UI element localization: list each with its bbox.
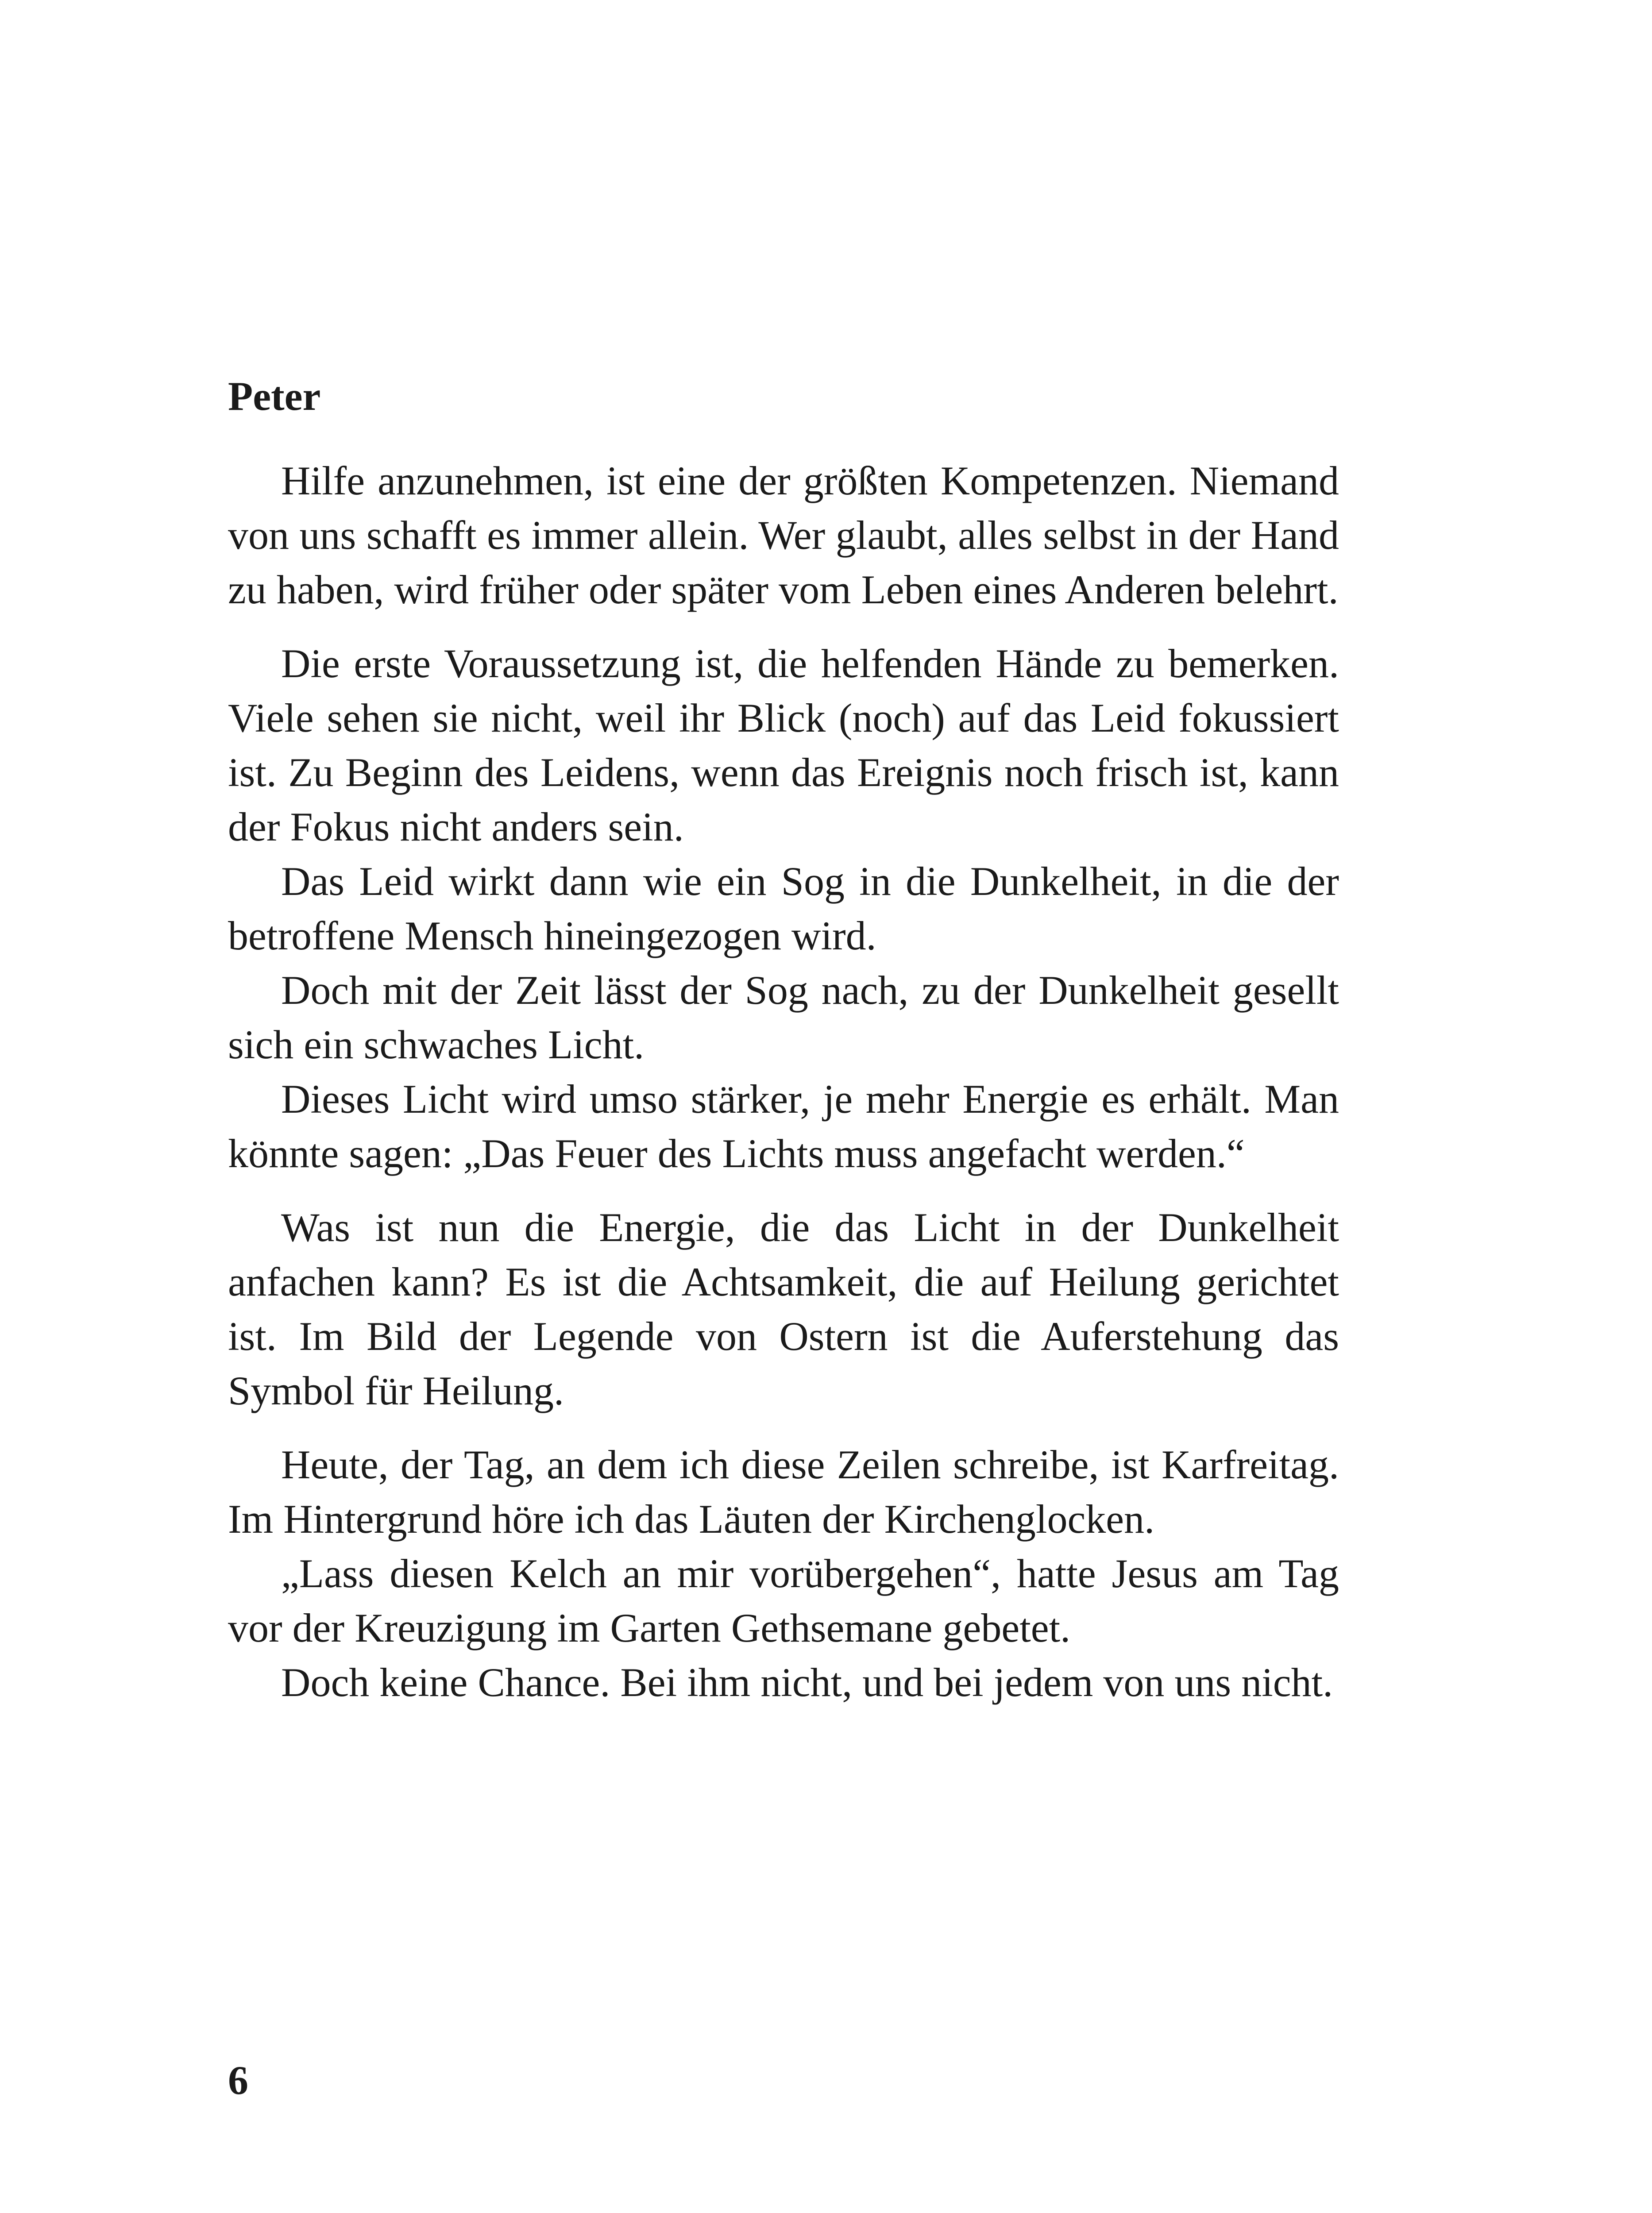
paragraph: Das Leid wirkt dann wie ein Sog in die Dunkelheit, in die der betroffene Mensch hineingezogen wird. — [228, 859, 1339, 958]
paragraph: Hilfe anzunehmen, ist eine der größten Kompetenzen. Niemand von uns schafft es immer allein. Wer glaubt, alles selbst in der Hand zu haben, wird früher oder später vom Leben eines Anderen belehrt. — [228, 458, 1339, 612]
paragraph: Heute, der Tag, an dem ich diese Zeilen schreibe, ist Karfreitag. Im Hintergrund höre ich das Läuten der Kirchenglocken. — [228, 1442, 1339, 1542]
paragraph: Doch mit der Zeit lässt der Sog nach, zu der Dunkelheit gesellt sich ein schwaches Licht. — [228, 968, 1339, 1067]
body-text — [228, 454, 1339, 1710]
section-heading: Peter — [228, 374, 321, 419]
paragraph: „Lass diesen Kelch an mir vorübergehen“, hatte Jesus am Tag vor der Kreuzigung im Garten Gethsemane gebetet. — [228, 1551, 1339, 1650]
page-number: 6 — [228, 2058, 248, 2103]
paragraph: Was ist nun die Energie, die das Licht in der Dunkelheit anfachen kann? Es ist die Achtsamkeit, die auf Heilung gerichtet ist. Im Bild der Legende von Ostern ist die Auferstehung das Symbol für Heilung. — [228, 1205, 1339, 1413]
paragraph: Doch keine Chance. Bei ihm nicht, und bei jedem von uns nicht. — [281, 1660, 1333, 1705]
paragraph: Dieses Licht wird umso stärker, je mehr Energie es erhält. Man könnte sagen: „Das Feuer des Lichts muss angefacht werden.“ — [228, 1076, 1339, 1176]
paragraph: Die erste Voraussetzung ist, die helfenden Hände zu bemerken. Viele sehen sie nicht, weil ihr Blick (noch) auf das Leid fokussiert ist. Zu Beginn des Leidens, wenn das Ereignis noch frisch ist, kann der Fokus nicht anders sein. — [228, 641, 1339, 849]
